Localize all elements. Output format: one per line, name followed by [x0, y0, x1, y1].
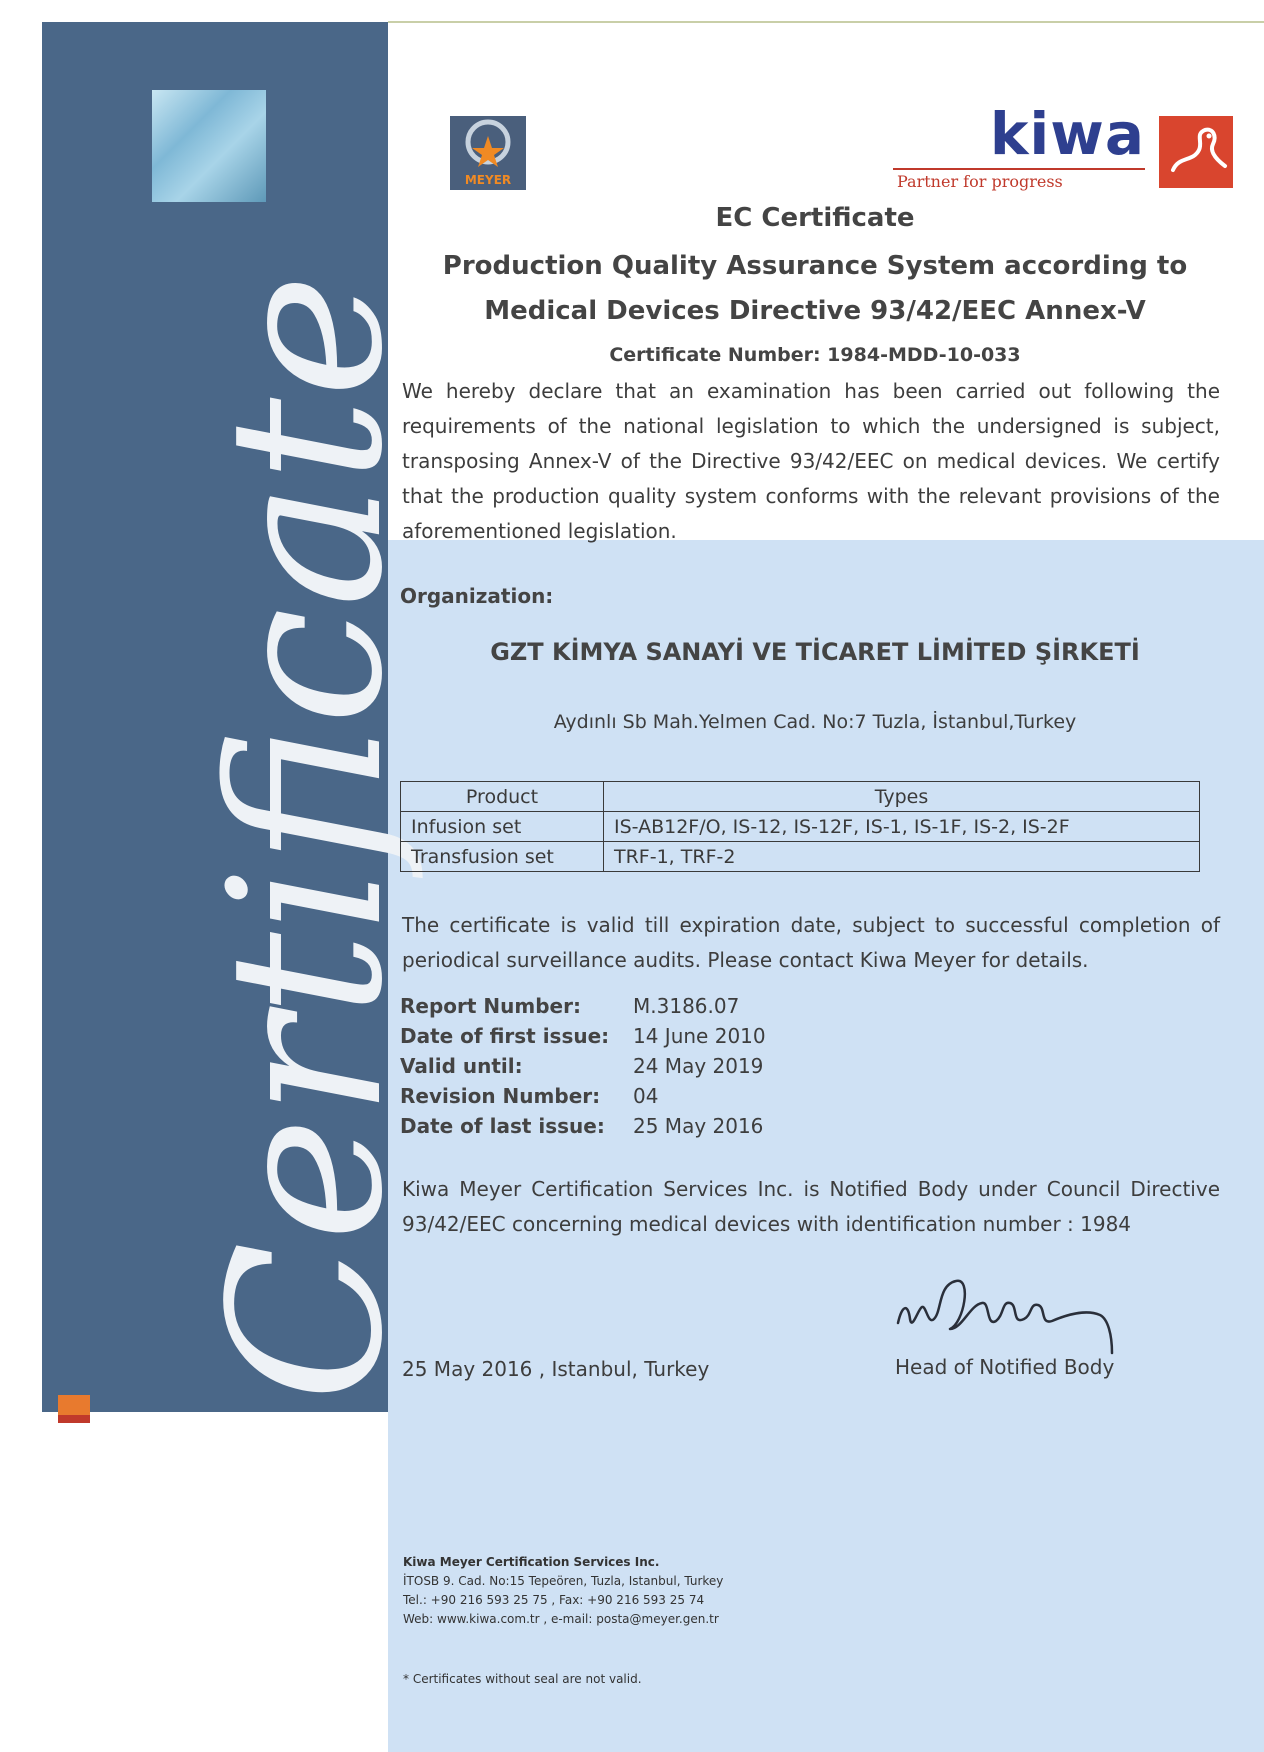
table-row	[401, 842, 1200, 872]
certificate-watermark-word: Certificate	[184, 273, 429, 1402]
header-types: Types	[604, 782, 1200, 812]
accent-square	[58, 1395, 90, 1415]
validity-paragraph: The certificate is valid till expiration date, subject to successful completion of periodical surveillance audits. Please contact Kiwa Meyer for details.	[402, 913, 1220, 972]
organization-address: Aydınlı Sb Mah.Yelmen Cad. No:7 Tuzla, İstanbul,Turkey	[553, 711, 1077, 733]
top-rule	[388, 21, 1264, 23]
seal-note: * Certificates without seal are not valid.	[403, 1672, 642, 1686]
signing-date-place: 25 May 2016 , Istanbul, Turkey	[402, 1357, 710, 1381]
footer-contact	[403, 1553, 723, 1629]
notified-body-paragraph: Kiwa Meyer Certification Services Inc. is Notified Body under Council Directive 93/42/EEC concerning medical devices with identification number : 1984	[402, 1177, 1220, 1236]
meyer-logo-text: MEYER	[464, 173, 512, 187]
header-product: Product	[401, 782, 604, 812]
signature	[890, 1245, 1150, 1355]
certificate-subtitle-line2: Medical Devices Directive 93/42/EEC Annex-V	[484, 296, 1146, 326]
certificate-subtitle-line1: Production Quality Assurance System according to	[442, 251, 1188, 281]
meyer-logo	[450, 116, 526, 190]
sidebar-panel	[42, 22, 429, 1412]
footer-web: Web: www.kiwa.com.tr , e-mail: posta@meyer.gen.tr	[403, 1612, 719, 1626]
table-row	[401, 812, 1200, 842]
types-cell: IS-AB12F/O, IS-12, IS-12F, IS-1, IS-1F, IS-2, IS-2F	[604, 812, 1200, 842]
accent-bar	[58, 1415, 90, 1423]
hologram-seal	[152, 90, 266, 202]
detail-value: 24 May 2019	[633, 1054, 764, 1078]
products-table-header	[401, 782, 1200, 812]
detail-label: Date of last issue:	[400, 1114, 605, 1138]
organization-label: Organization:	[400, 584, 554, 608]
detail-value: M.3186.07	[633, 994, 740, 1018]
kiwa-rule	[893, 168, 1145, 170]
declaration-paragraph: We hereby declare that an examination has been carried out following the requirements of the national legislation to which the undersigned is subject, transposing Annex-V of the Directive 93/42/EEC on medical devices. We certify that the production quality system conforms with the relevant provisions of the aforementioned legislation.	[402, 379, 1220, 543]
footer-phone: Tel.: +90 216 593 25 75 , Fax: +90 216 593 25 74	[403, 1593, 705, 1607]
product-cell: Infusion set	[401, 812, 604, 842]
certificate-title: EC Certificate	[715, 203, 915, 233]
certificate-number: Certificate Number: 1984-MDD-10-033	[609, 344, 1021, 366]
detail-label: Report Number:	[400, 994, 581, 1018]
detail-value: 04	[633, 1084, 659, 1108]
kiwa-beaver-icon	[1159, 116, 1233, 188]
kiwa-wordmark: kiwa	[989, 100, 1145, 168]
organization-name: GZT KİMYA SANAYİ VE TİCARET LİMİTED ŞİRKETİ	[490, 638, 1140, 666]
footer-address: İTOSB 9. Cad. No:15 Tepeören, Tuzla, Istanbul, Turkey	[403, 1574, 724, 1588]
kiwa-tagline: Partner for progress	[897, 172, 1063, 191]
signatory-title: Head of Notified Body	[895, 1355, 1115, 1379]
types-cell: TRF-1, TRF-2	[604, 842, 1200, 872]
footer-company: Kiwa Meyer Certification Services Inc.	[403, 1555, 660, 1569]
detail-value: 25 May 2016	[633, 1114, 764, 1138]
detail-label: Revision Number:	[400, 1084, 601, 1108]
detail-label: Date of first issue:	[400, 1024, 610, 1048]
kiwa-logo	[893, 100, 1233, 192]
detail-value: 14 June 2010	[633, 1024, 766, 1048]
detail-label: Valid until:	[400, 1054, 523, 1078]
products-table	[400, 781, 1200, 872]
product-cell: Transfusion set	[401, 842, 604, 872]
